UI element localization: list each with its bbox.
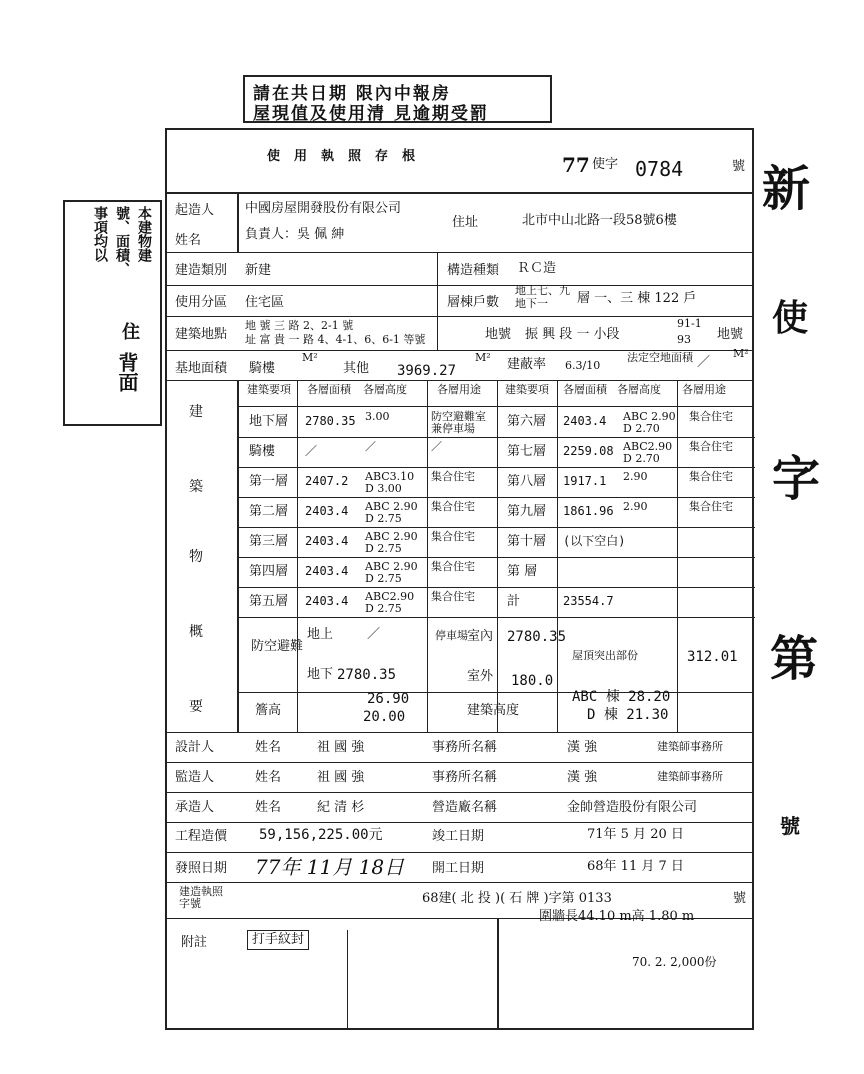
site-label: 建築地點 [175, 327, 228, 342]
license-form [165, 128, 754, 1030]
license-number: 0784 [635, 157, 684, 181]
floor-name: 第七層 [507, 444, 547, 459]
side-note-box [63, 200, 162, 426]
section-char-2: 築 [189, 479, 203, 495]
floor-name: 第二層 [249, 504, 289, 519]
hdr-height-r: 各層高度 [617, 383, 661, 396]
floor-use: 集合住宅 [431, 560, 475, 573]
permit-suffix: 號 [733, 891, 747, 906]
parking-outdoor-val: 180.0 [511, 673, 554, 689]
section-char-5: 要 [189, 699, 203, 715]
floor-area: 2403.4 [563, 414, 607, 428]
floor-area: 2403.4 [305, 594, 349, 608]
hdr-height-l: 各層高度 [363, 383, 407, 396]
floor-area: 2403.4 [305, 564, 349, 578]
hdr-area-l: 各層面積 [307, 383, 351, 396]
roof-label: 屋頂突出部份 [572, 649, 638, 662]
parking-indoor-val: 2780.35 [507, 629, 567, 645]
height-label: 建築高度 [467, 703, 520, 718]
done-date: 71年 5 月 20 日 [587, 827, 684, 842]
structure-label: 構造種類 [447, 263, 500, 278]
section-char-3: 物 [189, 549, 203, 565]
done-label: 竣工日期 [432, 829, 485, 844]
floor-use: 集合住宅 [689, 440, 733, 453]
person-role: 監造人 [175, 770, 215, 785]
site-1: 地 號 三 路 2、2-1 號 [245, 319, 354, 332]
issue-label: 發照日期 [175, 861, 228, 876]
arcade-label: 騎樓 [249, 361, 276, 376]
person-firm: 漢 強 [567, 740, 598, 755]
person-firm-extra: 建築師事務所 [657, 770, 723, 783]
other-area: 3969.27 [397, 363, 457, 379]
license-suffix: 號 [732, 159, 746, 174]
floor-name: 第一層 [249, 474, 289, 489]
land-no-2: 93 [677, 333, 691, 346]
floor-name: 第三層 [249, 534, 289, 549]
start-label: 開工日期 [432, 861, 485, 876]
use-zone-label: 使用分區 [175, 295, 228, 310]
hdr-item-r: 建築要項 [505, 383, 549, 396]
person-name: 祖 國 強 [317, 740, 365, 755]
floor-area: 2780.35 [305, 414, 356, 428]
person-role: 承造人 [175, 800, 215, 815]
parking-indoor: 室內 [467, 629, 494, 644]
floor-area: 23554.7 [563, 594, 614, 608]
floor-height: ABC 2.90 D 2.75 [365, 560, 418, 586]
owner-person: 負責人：吳 佩 紳 [245, 227, 345, 242]
legal-unit: M² [733, 347, 749, 360]
person-firm: 漢 強 [567, 770, 598, 785]
floor-area: 1861.96 [563, 504, 614, 518]
floor-use: 集合住宅 [689, 500, 733, 513]
parking-label: 停車場 [435, 629, 468, 642]
stamp-line-2: 屋現值及使用清 見逾期受罰 [253, 104, 489, 124]
arcade-unit: M² [302, 351, 318, 364]
person-name-label: 姓名 [255, 800, 282, 815]
start-date: 68年 11 月 7 日 [587, 859, 684, 874]
license-prefix: 使字 [592, 157, 619, 172]
owner-company: 中國房屋開發股份有限公司 [245, 201, 402, 216]
person-firm-label: 事務所名稱 [432, 740, 498, 755]
floor-area: ／ [305, 444, 318, 458]
shelter-below-val: 2780.35 [337, 667, 397, 683]
floor-height: ABC2.90 D 2.70 [623, 440, 673, 466]
floors-below: 地下一 [515, 297, 548, 310]
cost-label: 工程造價 [175, 829, 228, 844]
legal-label: 法定空地面積 [627, 351, 693, 364]
floor-area: 2403.4 [305, 534, 349, 548]
floor-use: 集合住宅 [431, 470, 475, 483]
eaves-label: 簷高 [255, 703, 282, 718]
cost-value: 59,156,225.00元 [259, 827, 383, 843]
stamp-line-1: 請在共日期 限內中報房 [253, 84, 451, 104]
floor-name: 第 層 [507, 564, 538, 579]
license-year: 77 [562, 153, 590, 177]
person-firm: 金帥營造股份有限公司 [567, 800, 698, 815]
floor-name: 第五層 [249, 594, 289, 609]
floor-name: 計 [507, 594, 521, 609]
land-no: 91-1 [677, 317, 702, 330]
floor-name: 地下層 [249, 414, 289, 429]
eaves-val-1: 26.90 [367, 691, 410, 707]
person-firm-label: 事務所名稱 [432, 770, 498, 785]
hdr-area-r: 各層面積 [563, 383, 607, 396]
hdr-use-l: 各層用途 [437, 383, 481, 396]
floor-name: 第八層 [507, 474, 547, 489]
floor-height: ABC 2.90 D 2.75 [365, 530, 418, 556]
land-suffix: 地號 [717, 327, 744, 342]
side-note-3: 事項均以 [92, 206, 108, 262]
note-wall: 圍牆長44.10 m高 1.80 m [539, 909, 695, 924]
shelter-below: 地下 [307, 667, 334, 682]
side-note-1: 本建物建 [136, 206, 152, 262]
floor-use: 集合住宅 [689, 410, 733, 423]
other-label: 其他 [343, 361, 370, 376]
right-char-2: 使 [772, 297, 809, 339]
building-type-label: 建造類別 [175, 263, 228, 278]
height-val-2: D 棟 21.30 [587, 707, 669, 723]
floor-area: (以下空白) [563, 534, 626, 548]
floors-above: 地上七、九 [515, 284, 570, 297]
floor-height: ABC2.90 D 2.75 [365, 590, 415, 616]
floors-label: 層棟戶數 [447, 295, 500, 310]
height-val-1: ABC 棟 28.20 [572, 689, 671, 705]
owner-address-label: 住址 [452, 215, 479, 230]
use-zone: 住宅區 [245, 295, 285, 310]
eaves-val-2: 20.00 [363, 709, 406, 725]
side-note-2: 號、面積、 [114, 206, 130, 276]
footer-count: 70. 2. 2,000份 [632, 955, 717, 969]
floor-use: ／ [431, 440, 442, 453]
floor-height: ABC3.10 D 3.00 [365, 470, 415, 496]
right-char-5: 號 [780, 814, 800, 838]
land-label: 地號 [485, 327, 512, 342]
floor-area: 1917.1 [563, 474, 607, 488]
right-char-1: 新 [762, 161, 811, 217]
floor-use: 防空避難室兼停車場 [431, 410, 486, 436]
person-firm-label: 營造廠名稱 [432, 800, 498, 815]
other-unit: M² [475, 351, 491, 364]
shelter-above: 地上 [307, 627, 334, 642]
floor-height: ABC 2.90 D 2.70 [623, 410, 676, 436]
note-label: 附註 [181, 935, 208, 950]
right-char-3: 字 [772, 451, 821, 507]
building-type: 新建 [245, 263, 272, 278]
owner-address: 北市中山北路一段58號6樓 [522, 213, 677, 228]
floor-name: 第十層 [507, 534, 547, 549]
floor-height: 2.90 [623, 500, 648, 513]
floor-area: 2259.08 [563, 444, 614, 458]
floor-area: 2403.4 [305, 504, 349, 518]
floor-height: ABC 2.90 D 2.75 [365, 500, 418, 526]
structure: ＲＣ造 [517, 261, 557, 276]
floor-use: 集合住宅 [431, 590, 475, 603]
roof-val: 312.01 [687, 649, 738, 665]
floor-name: 第九層 [507, 504, 547, 519]
person-name-label: 姓名 [255, 740, 282, 755]
floor-height: 3.00 [365, 410, 390, 423]
coverage: 6.3/10 [565, 359, 601, 372]
person-name: 祖 國 強 [317, 770, 365, 785]
permit-label: 建造執照字號 [179, 885, 223, 911]
person-name: 紀 清 杉 [317, 800, 365, 815]
person-name-label: 姓名 [255, 770, 282, 785]
permit-value: 68建( 北 投 )( 石 牌 )字第 0133 [422, 891, 612, 906]
floor-height: ／ [365, 440, 376, 453]
note-stamp: 打手紋封 [247, 930, 309, 950]
legal-value: ／ [697, 355, 711, 370]
shelter-label: 防空避難 [251, 639, 304, 654]
hdr-use-r: 各層用途 [682, 383, 726, 396]
site-2: 址 富 貴 一 路 4、4-1、6、6-1 等號 [245, 333, 426, 346]
floor-use: 集合住宅 [431, 530, 475, 543]
shelter-above-val: ／ [367, 627, 381, 642]
coverage-label: 建蔽率 [507, 357, 547, 372]
floors-rest: 層 一、三 棟 122 戶 [577, 291, 697, 306]
person-firm-extra: 建築師事務所 [657, 740, 723, 753]
floor-use: 集合住宅 [431, 500, 475, 513]
section-char-4: 概 [189, 624, 203, 640]
floor-height: 2.90 [623, 470, 648, 483]
floor-name: 第四層 [249, 564, 289, 579]
parking-outdoor: 室外 [467, 669, 494, 684]
owner-name-label: 姓名 [175, 233, 202, 248]
form-title: 使用執照存根 [267, 149, 430, 164]
notice-stamp [243, 75, 552, 123]
hdr-item-l: 建築要項 [247, 383, 291, 396]
building-section-label: 建 [189, 404, 203, 420]
floor-use: 集合住宅 [689, 470, 733, 483]
owner-label: 起造人 [175, 203, 215, 218]
side-note-5: 住 [119, 322, 140, 340]
floor-area: 2407.2 [305, 474, 349, 488]
issue-date: 77年 11月 18日 [255, 855, 405, 879]
floor-name: 騎樓 [249, 444, 276, 459]
right-char-4: 第 [770, 631, 819, 687]
floor-name: 第六層 [507, 414, 547, 429]
land-section: 振 興 段 一 小段 [525, 327, 620, 342]
side-note-4: 背面 [115, 352, 139, 392]
person-role: 設計人 [175, 740, 215, 755]
area-label: 基地面積 [175, 361, 228, 376]
